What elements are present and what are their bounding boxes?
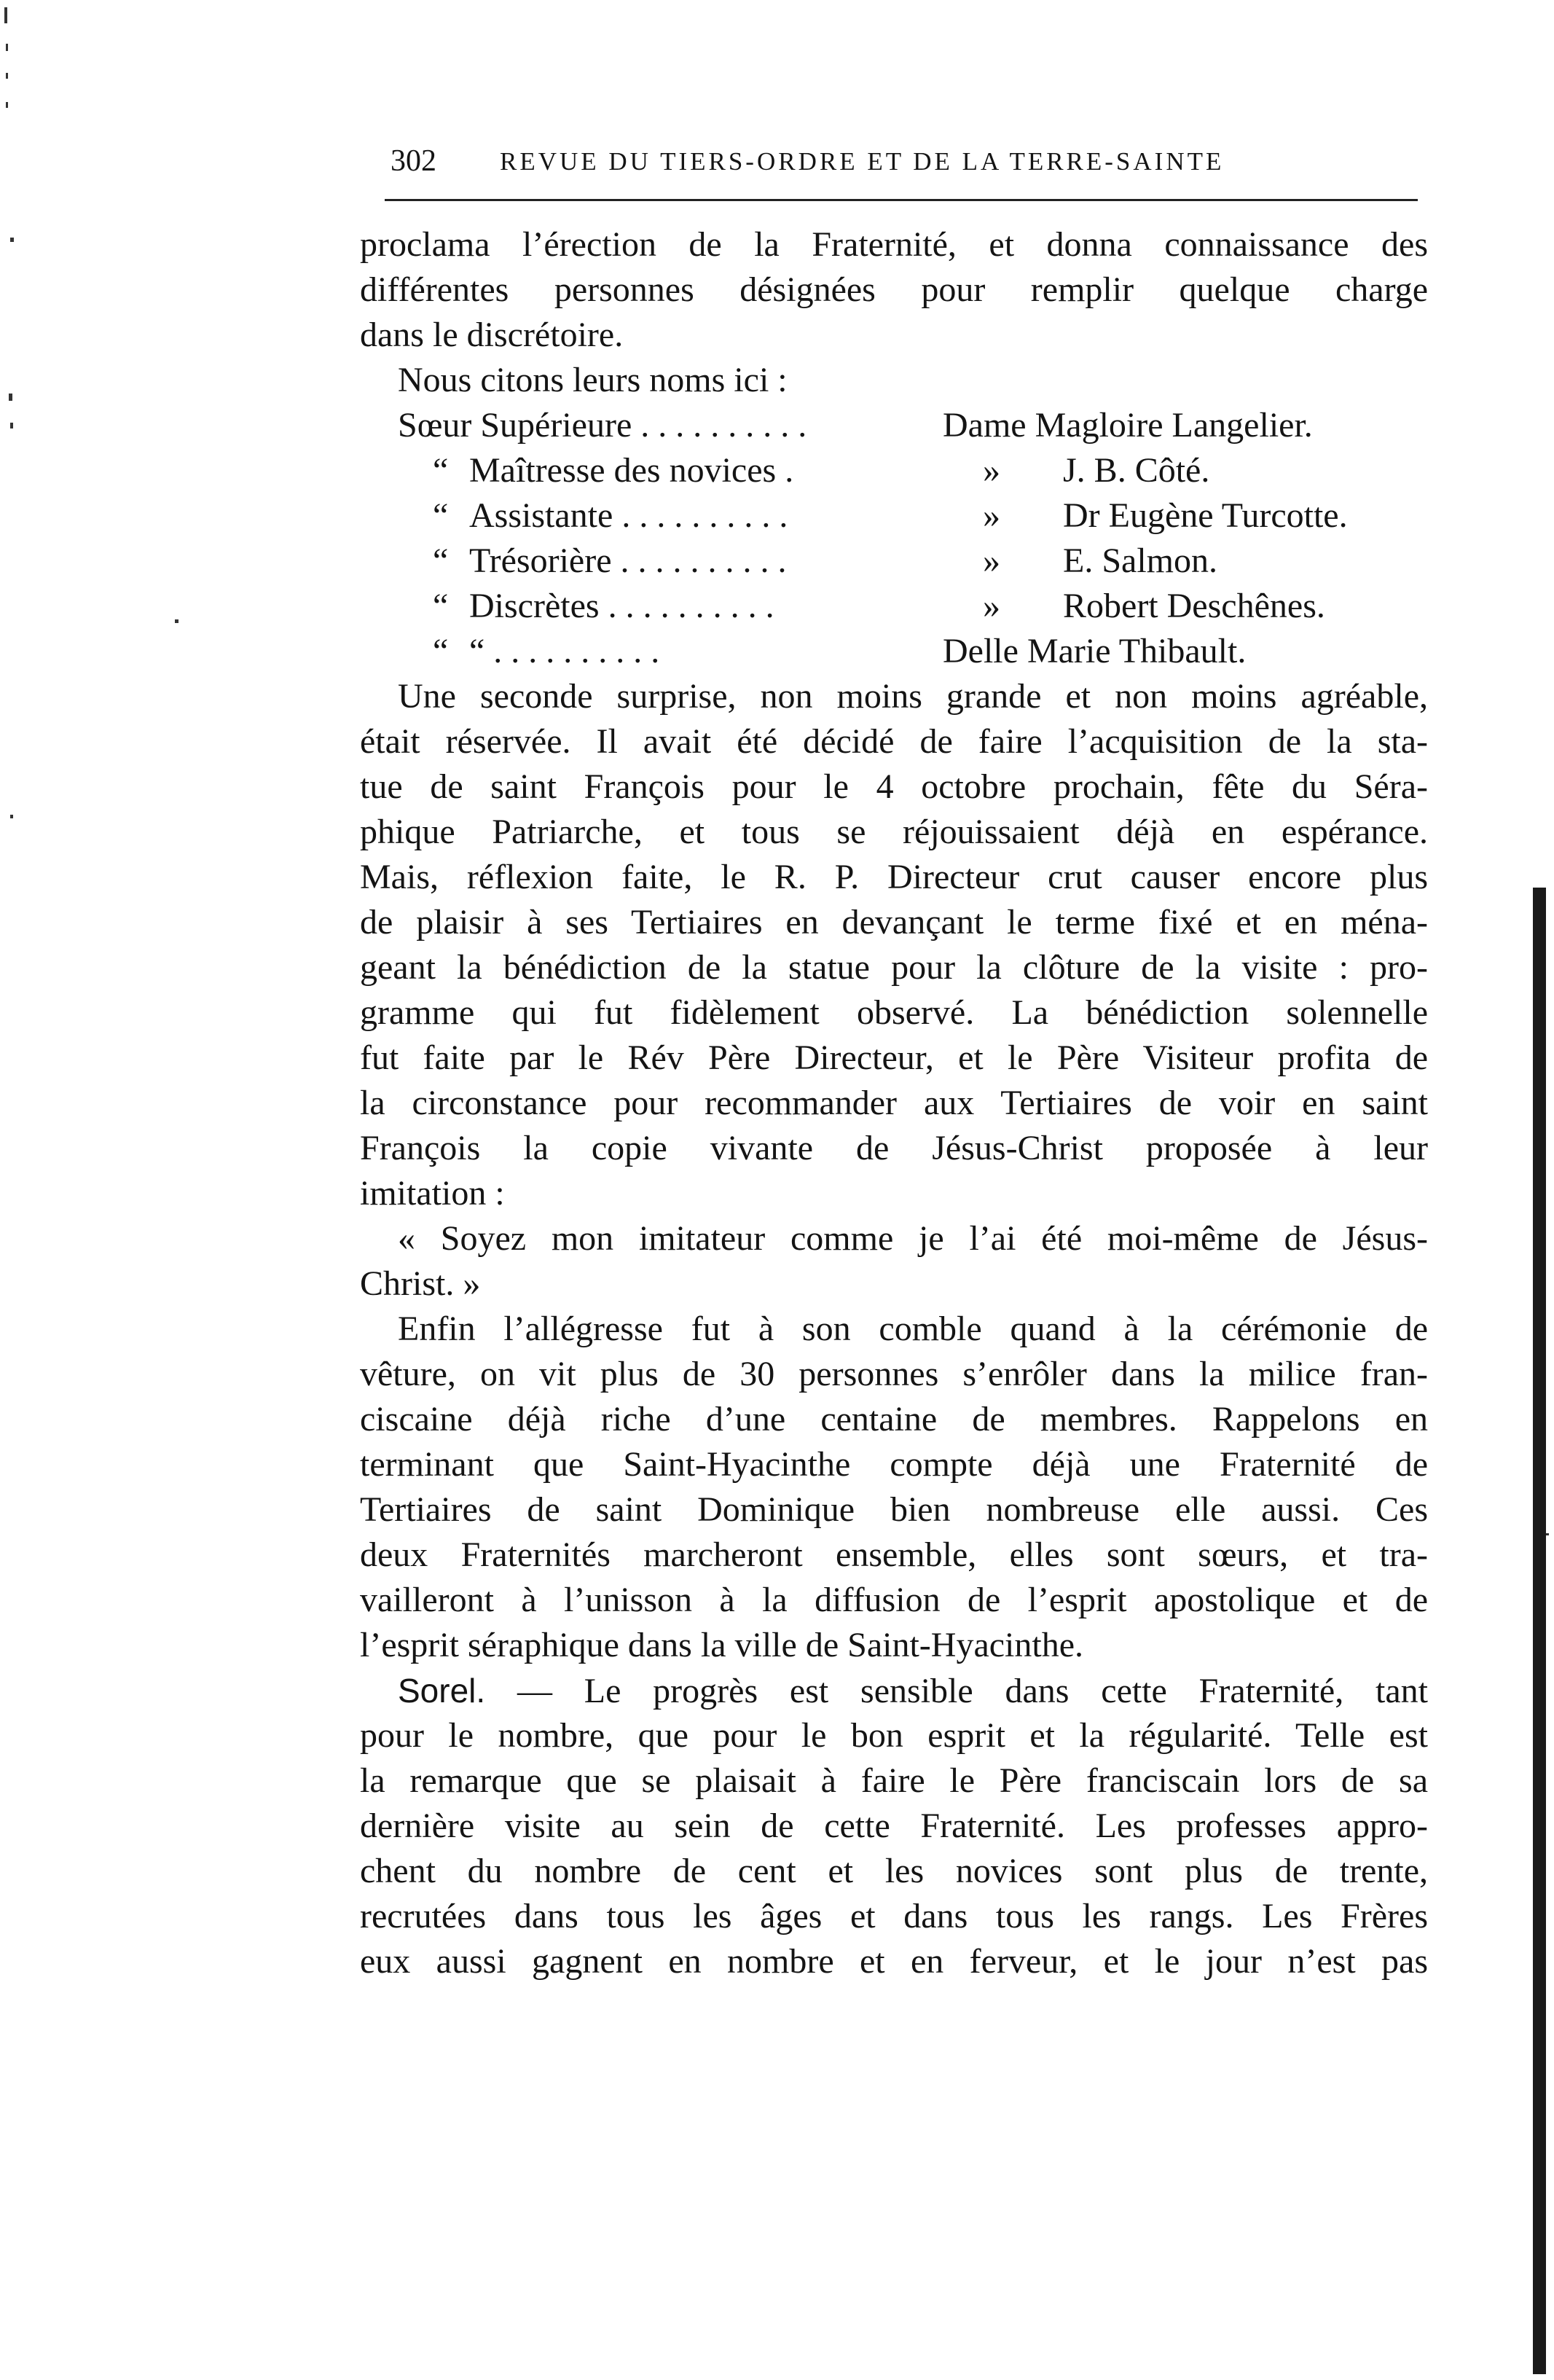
- text-line: pour le nombre, que pour le bon esprit et la régularité. Telle est: [360, 1716, 1428, 1755]
- ditto-mark: “: [433, 451, 449, 490]
- ditto-mark: “: [433, 587, 449, 625]
- role-cell: [433, 493, 884, 539]
- scan-speck: [6, 73, 8, 79]
- name-cell: [983, 539, 1217, 584]
- text-line: terminant que Saint-Hyacinthe compte déjà une Fraternité de: [360, 1445, 1428, 1484]
- scan-speck: [6, 102, 8, 108]
- scan-edge-bar: [1533, 888, 1546, 2374]
- scan-speck: [9, 394, 12, 401]
- text-line: phique Patriarche, et tous se réjouissaient déjà en espérance.: [360, 813, 1428, 851]
- text-line: vailleront à l’unisson à la diffusion de l’esprit apostolique et de: [360, 1581, 1428, 1619]
- header-rule: [385, 199, 1418, 201]
- text-line: [360, 1668, 1428, 1713]
- scan-speck: [10, 423, 13, 428]
- discretoire-row: [360, 539, 1428, 584]
- role-cell: [433, 448, 884, 493]
- ditto-mark: »: [983, 541, 1000, 580]
- name-cell: [983, 493, 1348, 539]
- text-line: tue de saint François pour le 4 octobre prochain, fête du Séra-: [360, 767, 1428, 806]
- discretoire-row: [360, 448, 1428, 493]
- discretoire-row: [360, 493, 1428, 539]
- scan-speck: [10, 815, 13, 818]
- role-cell: [433, 584, 884, 629]
- quote-paragraph: [360, 1216, 1428, 1307]
- text-line: fut faite par le Rév Père Directeur, et le Père Visiteur profita de: [360, 1038, 1428, 1077]
- text-line: Tertiaires de saint Dominique bien nombreuse elle aussi. Ces: [360, 1490, 1428, 1529]
- discretoire-row: [360, 403, 1428, 448]
- text-line: dans le discrétoire.: [360, 316, 624, 354]
- running-title: REVUE DU TIERS-ORDRE ET DE LA TERRE-SAINTE: [500, 147, 1225, 176]
- role-label: “ . . . . . . . . . .: [469, 632, 660, 670]
- scan-speck: [175, 619, 178, 623]
- text-line: dernière visite au sein de cette Fraternité. Les professes appro-: [360, 1806, 1428, 1845]
- text-line: Une seconde surprise, non moins grande et non moins agréable,: [398, 677, 1428, 716]
- member-name: Delle Marie Thibault.: [943, 632, 1247, 670]
- ditto-mark: »: [983, 587, 1000, 625]
- text-line: l’esprit séraphique dans la ville de Saint-Hyacinthe.: [360, 1626, 1084, 1664]
- text-line: la remarque que se plaisait à faire le Père franciscain lors de sa: [360, 1761, 1428, 1800]
- page-header: [391, 141, 1418, 192]
- member-name: J. B. Côté.: [1063, 451, 1210, 490]
- text-line: geant la bénédiction de la statue pour la clôture de la visite : pro-: [360, 948, 1428, 987]
- page-number: 302: [391, 144, 436, 178]
- role-label: Trésorière . . . . . . . . . .: [469, 541, 787, 580]
- text-line: était réservée. Il avait été décidé de faire l’acquisition de la sta-: [360, 722, 1428, 761]
- member-name: Robert Deschênes.: [1063, 587, 1325, 625]
- role-label: Assistante . . . . . . . . . .: [469, 496, 788, 535]
- ditto-mark: “: [433, 541, 449, 580]
- text-line: deux Fraternités marcheront ensemble, elles sont sœurs, et tra-: [360, 1535, 1428, 1574]
- text-line: de plaisir à ses Tertiaires en devançant le terme fixé et en ména-: [360, 903, 1428, 942]
- text-line: Enfin l’allégresse fut à son comble quand à la cérémonie de: [398, 1310, 1428, 1348]
- text-line: la circonstance pour recommander aux Tertiaires de voir en saint: [360, 1084, 1428, 1122]
- role-cell: [433, 629, 884, 674]
- intro-paragraph: [360, 222, 1428, 358]
- ditto-mark: »: [983, 496, 1000, 535]
- text-run: — Le progrès est sensible dans cette Fraternité, tant: [485, 1672, 1428, 1710]
- ditto-mark: “: [433, 496, 449, 535]
- text-line: ciscaine déjà riche d’une centaine de membres. Rappelons en: [360, 1400, 1428, 1438]
- name-cell: [983, 584, 1325, 629]
- member-name: Dame Magloire Langelier.: [943, 406, 1313, 445]
- role-label: Sœur Supérieure . . . . . . . . . .: [398, 406, 807, 445]
- paragraph-sorel: [360, 1668, 1428, 1984]
- text-line: chent du nombre de cent et les novices sont plus de trente,: [360, 1852, 1428, 1890]
- discretoire-row: [360, 584, 1428, 629]
- member-name: E. Salmon.: [1063, 541, 1217, 580]
- ditto-mark: »: [983, 451, 1000, 490]
- text-line: gramme qui fut fidèlement observé. La bénédiction solennelle: [360, 993, 1428, 1032]
- body-text: [360, 222, 1428, 1984]
- role-label: Discrètes . . . . . . . . . .: [469, 587, 774, 625]
- text-line: François la copie vivante de Jésus-Christ proposée à leur: [360, 1129, 1428, 1167]
- text-line: proclama l’érection de la Fraternité, et donna connaissance des: [360, 225, 1428, 264]
- role-label: Maîtresse des novices .: [469, 451, 794, 490]
- scan-speck: [10, 238, 14, 242]
- text-line: Mais, réflexion faite, le R. P. Directeur crut causer encore plus: [360, 858, 1428, 896]
- text-line: recrutées dans tous les âges et dans tous les rangs. Les Frères: [360, 1897, 1428, 1935]
- name-cell: [983, 448, 1209, 493]
- scan-speck: [4, 7, 7, 23]
- member-name: Dr Eugène Turcotte.: [1063, 496, 1348, 535]
- scan-speck: [6, 44, 8, 51]
- discretoire-list: [360, 403, 1428, 674]
- paragraph-surprise: [360, 674, 1428, 1216]
- list-intro: Nous citons leurs noms ici :: [398, 361, 788, 399]
- text-line: vêture, on vit plus de 30 personnes s’enrôler dans la milice fran-: [360, 1355, 1428, 1393]
- text-line: imitation :: [360, 1174, 505, 1213]
- text-line: « Soyez mon imitateur comme je l’ai été moi-même de Jésus-: [398, 1219, 1428, 1258]
- text-line: eux aussi gagnent en nombre et en ferveur, et le jour n’est pas: [360, 1942, 1428, 1981]
- ditto-mark: “: [433, 632, 449, 670]
- paragraph-enfin: [360, 1307, 1428, 1668]
- place-heading: Sorel.: [398, 1672, 486, 1710]
- text-line: différentes personnes désignées pour remplir quelque charge: [360, 270, 1428, 309]
- role-cell: [433, 539, 884, 584]
- discretoire-row: [360, 629, 1428, 674]
- text-line: Christ. »: [360, 1264, 481, 1303]
